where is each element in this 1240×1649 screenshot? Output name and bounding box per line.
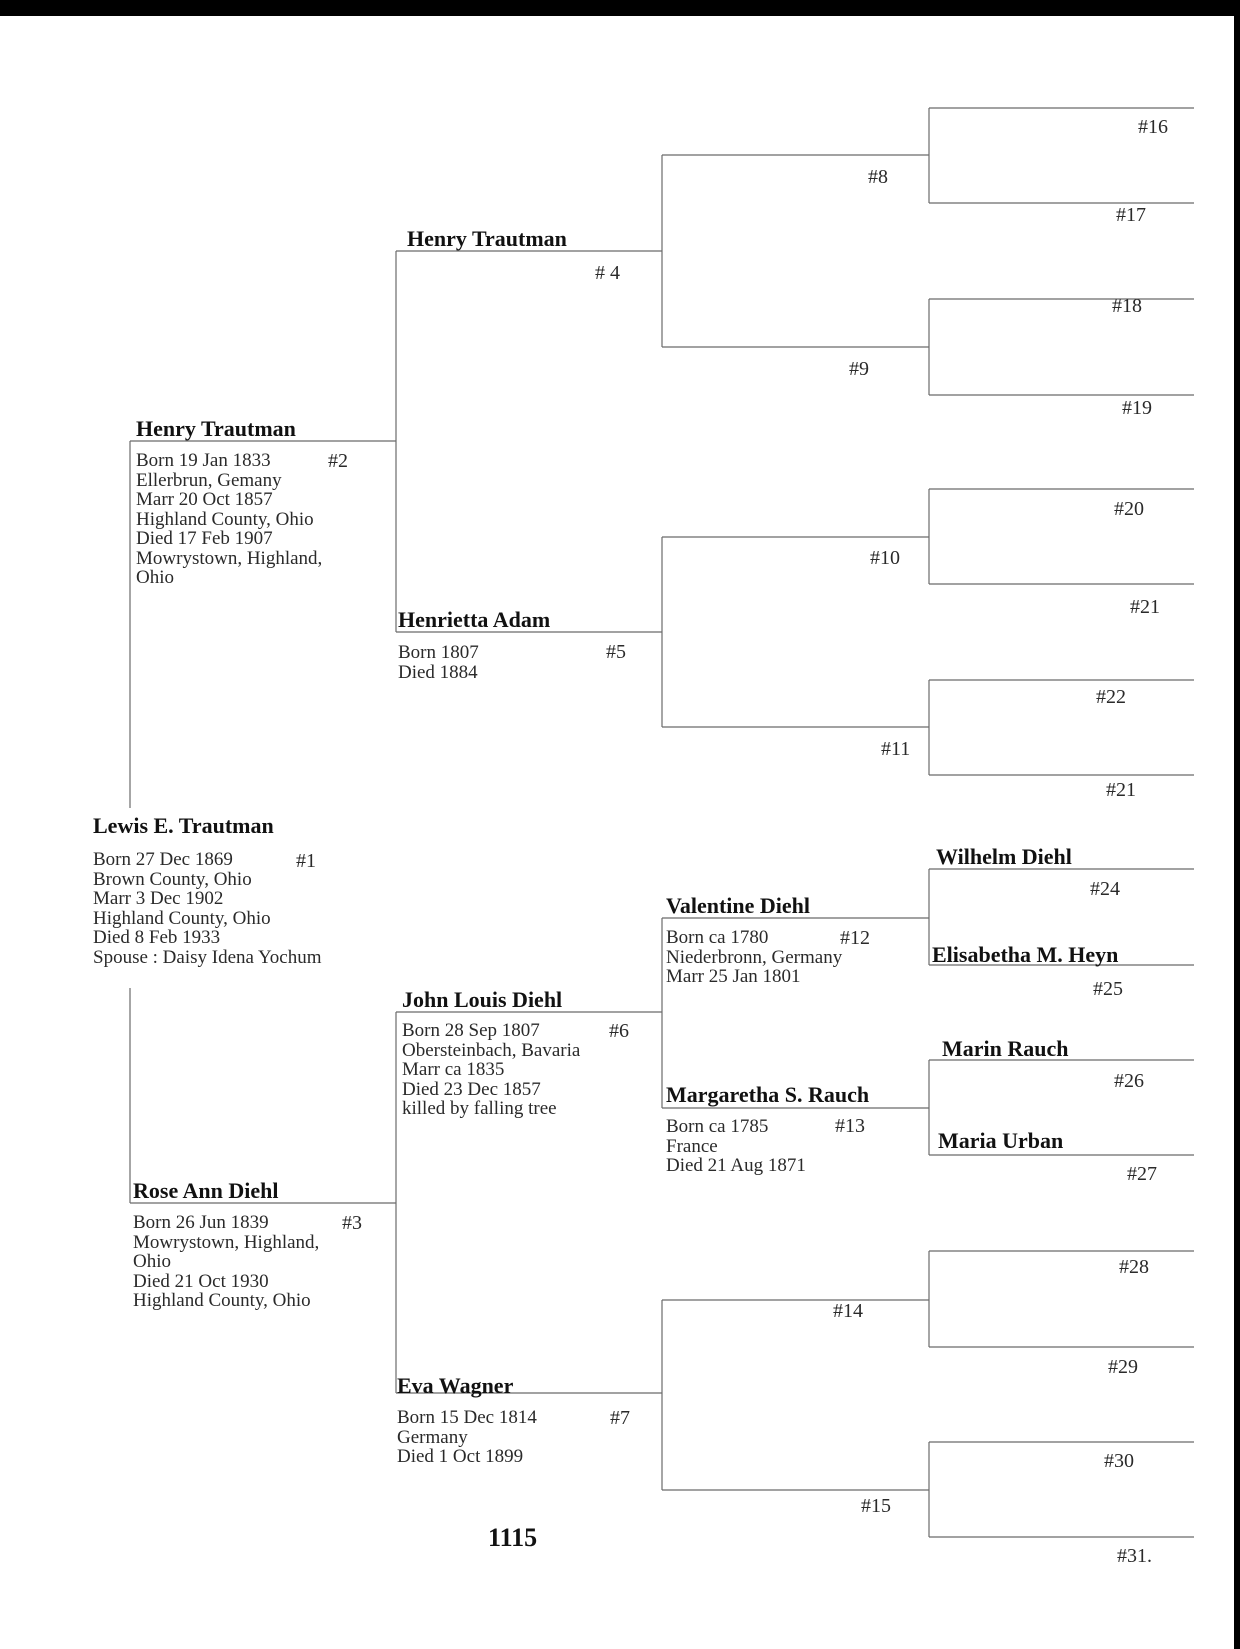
person-26-number: #26 (1114, 1070, 1144, 1092)
person-3-name: Rose Ann Diehl (133, 1178, 279, 1203)
person-6-details: Born 28 Sep 1807 Obersteinbach, Bavaria Marr ca 1835 Died 23 Dec 1857 killed by falling tree (402, 1020, 581, 1119)
person-6-number: #6 (609, 1020, 629, 1042)
person-25-number: #25 (1093, 978, 1123, 1000)
person-8-number: #8 (868, 166, 888, 188)
person-31-number: #31. (1117, 1545, 1152, 1567)
person-14-number: #14 (833, 1300, 863, 1322)
person-23-number: #21 (1106, 779, 1136, 801)
person-7-name: Eva Wagner (397, 1373, 514, 1398)
person-30-number: #30 (1104, 1450, 1134, 1472)
person-12-name: Valentine Diehl (666, 893, 811, 918)
person-20-number: #20 (1114, 498, 1144, 520)
person-24-name: Wilhelm Diehl (936, 844, 1072, 869)
person-3-number: #3 (342, 1212, 362, 1234)
person-5-name: Henrietta Adam (398, 607, 551, 632)
person-7-details: Born 15 Dec 1814 Germany Died 1 Oct 1899 (397, 1407, 537, 1467)
person-27-name: Maria Urban (938, 1128, 1064, 1153)
person-15-number: #15 (861, 1495, 891, 1517)
person-28-number: #28 (1119, 1256, 1149, 1278)
person-1-details: Born 27 Dec 1869 Brown County, Ohio Marr 3 Dec 1902 Highland County, Ohio Died 8 Feb 1933 Spouse : Daisy Idena Yochum (93, 849, 322, 968)
person-3-details: Born 26 Jun 1839 Mowrystown, Highland, Ohio Died 21 Oct 1930 Highland County, Ohio (133, 1212, 320, 1311)
person-9-number: #9 (849, 358, 869, 380)
person-6-name: John Louis Diehl (402, 987, 563, 1012)
person-25-name: Elisabetha M. Heyn (932, 942, 1119, 967)
person-17-number: #17 (1116, 204, 1146, 226)
person-13-name: Margaretha S. Rauch (666, 1082, 870, 1107)
person-1-name: Lewis E. Trautman (93, 813, 274, 838)
person-4-number: # 4 (595, 262, 620, 284)
person-21-number: #21 (1130, 596, 1160, 618)
person-2-details: Born 19 Jan 1833 Ellerbrun, Gemany Marr 20 Oct 1857 Highland County, Ohio Died 17 Feb 1907 Mowrystown, Highland, Ohio (136, 450, 323, 588)
person-13-details: Born ca 1785 France Died 21 Aug 1871 (666, 1116, 806, 1176)
person-4-name: Henry Trautman (407, 226, 567, 251)
person-22-number: #22 (1096, 686, 1126, 708)
person-5-number: #5 (606, 641, 626, 663)
person-24-number: #24 (1090, 878, 1120, 900)
person-10-number: #10 (870, 547, 900, 569)
person-12-number: #12 (840, 927, 870, 949)
person-16-number: #16 (1138, 116, 1168, 138)
person-19-number: #19 (1122, 397, 1152, 419)
person-11-number: #11 (881, 738, 911, 760)
person-2-number: #2 (328, 450, 348, 472)
person-26-name: Marin Rauch (942, 1036, 1069, 1061)
person-18-number: #18 (1112, 295, 1142, 317)
person-12-details: Born ca 1780 Niederbronn, Germany Marr 25 Jan 1801 (666, 927, 843, 987)
person-5-details: Born 1807 Died 1884 (398, 642, 479, 683)
person-7-number: #7 (610, 1407, 630, 1429)
person-1-number: #1 (296, 850, 316, 872)
page-number: 1115 (488, 1523, 538, 1552)
person-29-number: #29 (1108, 1356, 1138, 1378)
person-2-name: Henry Trautman (136, 416, 296, 441)
person-13-number: #13 (835, 1115, 865, 1137)
person-27-number: #27 (1127, 1163, 1157, 1185)
